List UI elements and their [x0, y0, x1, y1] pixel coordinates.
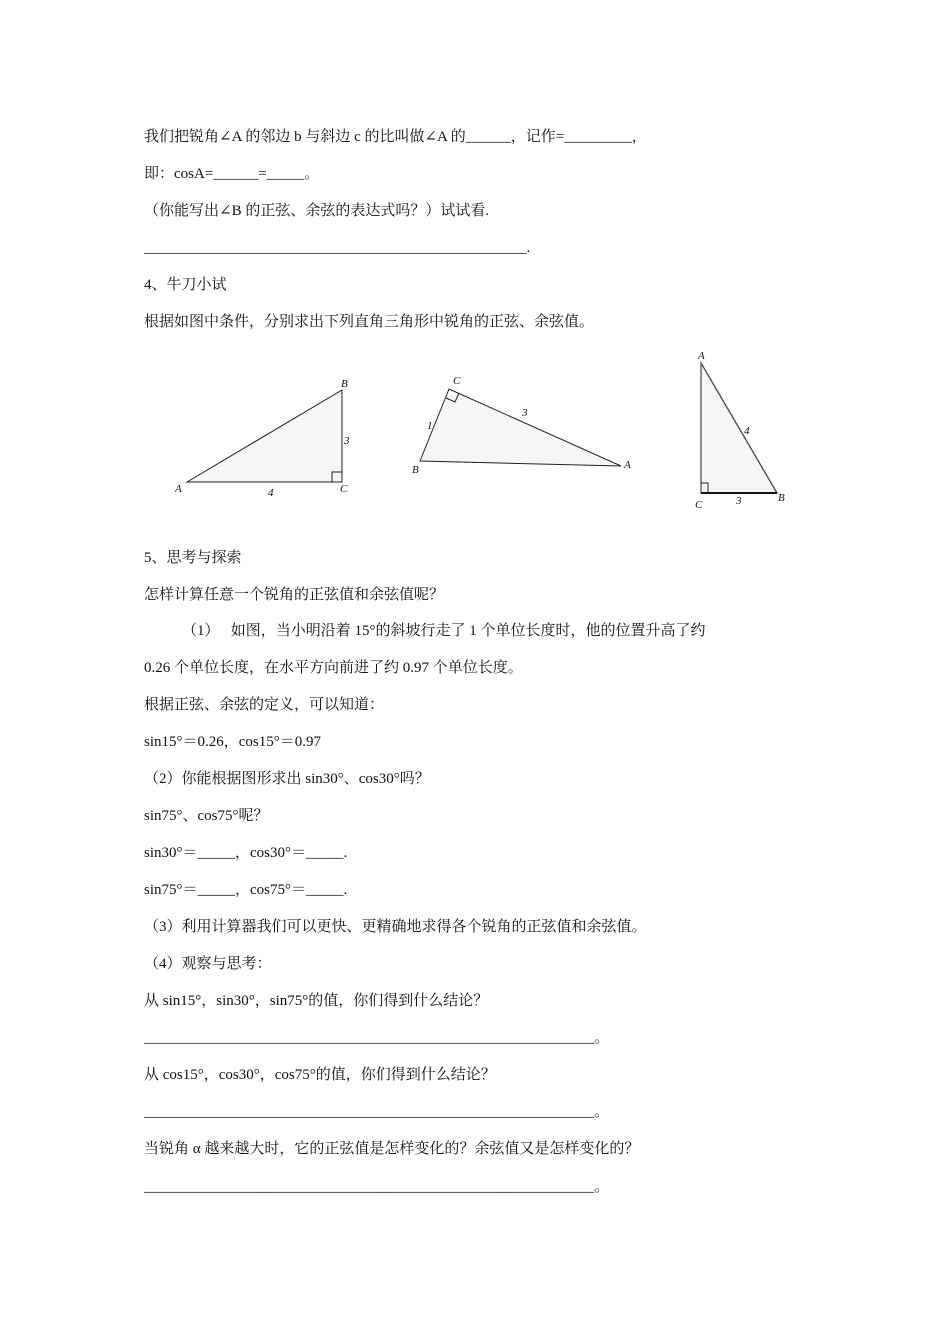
t2-label-a: A [624, 459, 631, 471]
t3-label-side-ab: 4 [744, 425, 750, 437]
t1-label-b: B [341, 378, 348, 390]
answer-blank: ____________________________________________________________。 [144, 1179, 610, 1195]
section-heading-4: 4、牛刀小试 [144, 277, 227, 293]
question-text: 当锐角 α 越来越大时，它的正弦值是怎样变化的？余弦值又是怎样变化的？ [144, 1141, 640, 1157]
fill-in-blank: sin30°＝_____，cos30°＝_____. [144, 845, 348, 861]
cosine-definition-text: 我们把锐角∠A 的邻边 b 与斜边 c 的比叫做∠A 的______，记作=_________， [144, 129, 647, 145]
answer-blank: ___________________________________________________. [144, 240, 531, 256]
formula-text: sin15°＝0.26，cos15°＝0.97 [144, 734, 321, 750]
question-text: 从 cos15°，cos30°，cos75°的值，你们得到什么结论？ [144, 1067, 496, 1083]
t2-label-b: B [412, 464, 419, 476]
question-text: （2）你能根据图形求出 sin30°、cos30°吗？ [144, 771, 430, 787]
question-text: 从 sin15°，sin30°，sin75°的值，你们得到什么结论？ [144, 993, 489, 1009]
t2-label-c: C [453, 375, 461, 387]
t2-label-side-ca: 3 [522, 407, 528, 419]
fill-in-blank: sin75°＝_____，cos75°＝_____. [144, 882, 348, 898]
paragraph-text: 根据正弦、余弦的定义，可以知道： [144, 697, 385, 713]
t1-label-side-bc: 3 [344, 435, 350, 447]
question-text: 怎样计算任意一个锐角的正弦值和余弦值呢？ [144, 587, 445, 603]
t3-label-b: B [778, 492, 785, 504]
answer-blank: ____________________________________________________________。 [144, 1104, 610, 1120]
question-text: sin75°、cos75°呢？ [144, 808, 269, 824]
t3-label-a: A [698, 350, 705, 362]
cosine-formula-text: 即：cosA=______=_____。 [144, 166, 320, 182]
t1-label-c: C [340, 483, 348, 495]
question-text: （你能写出∠B 的正弦、余弦的表达式吗？）试试看. [144, 203, 490, 219]
section-heading-5: 5、思考与探索 [144, 550, 242, 566]
instruction-text: 根据如图中条件，分别求出下列直角三角形中锐角的正弦、余弦值。 [144, 314, 595, 330]
t1-label-a: A [175, 483, 182, 495]
paragraph-text: （3）利用计算器我们可以更快、更精确地求得各个锐角的正弦值和余弦值。 [144, 919, 647, 935]
t1-label-side-ac: 4 [268, 487, 274, 499]
paragraph-text: （1） 如图，当小明沿着 15°的斜坡行走了 1 个单位长度时，他的位置升高了约 [182, 623, 706, 639]
t2-label-side-bc: 1 [427, 420, 433, 432]
answer-blank: ____________________________________________________________。 [144, 1030, 610, 1046]
paragraph-text: （4）观察与思考： [144, 956, 272, 972]
t3-label-side-cb: 3 [736, 495, 742, 507]
t3-label-c: C [695, 499, 703, 511]
paragraph-text: 0.26 个单位长度，在水平方向前进了约 0.97 个单位长度。 [144, 660, 523, 676]
